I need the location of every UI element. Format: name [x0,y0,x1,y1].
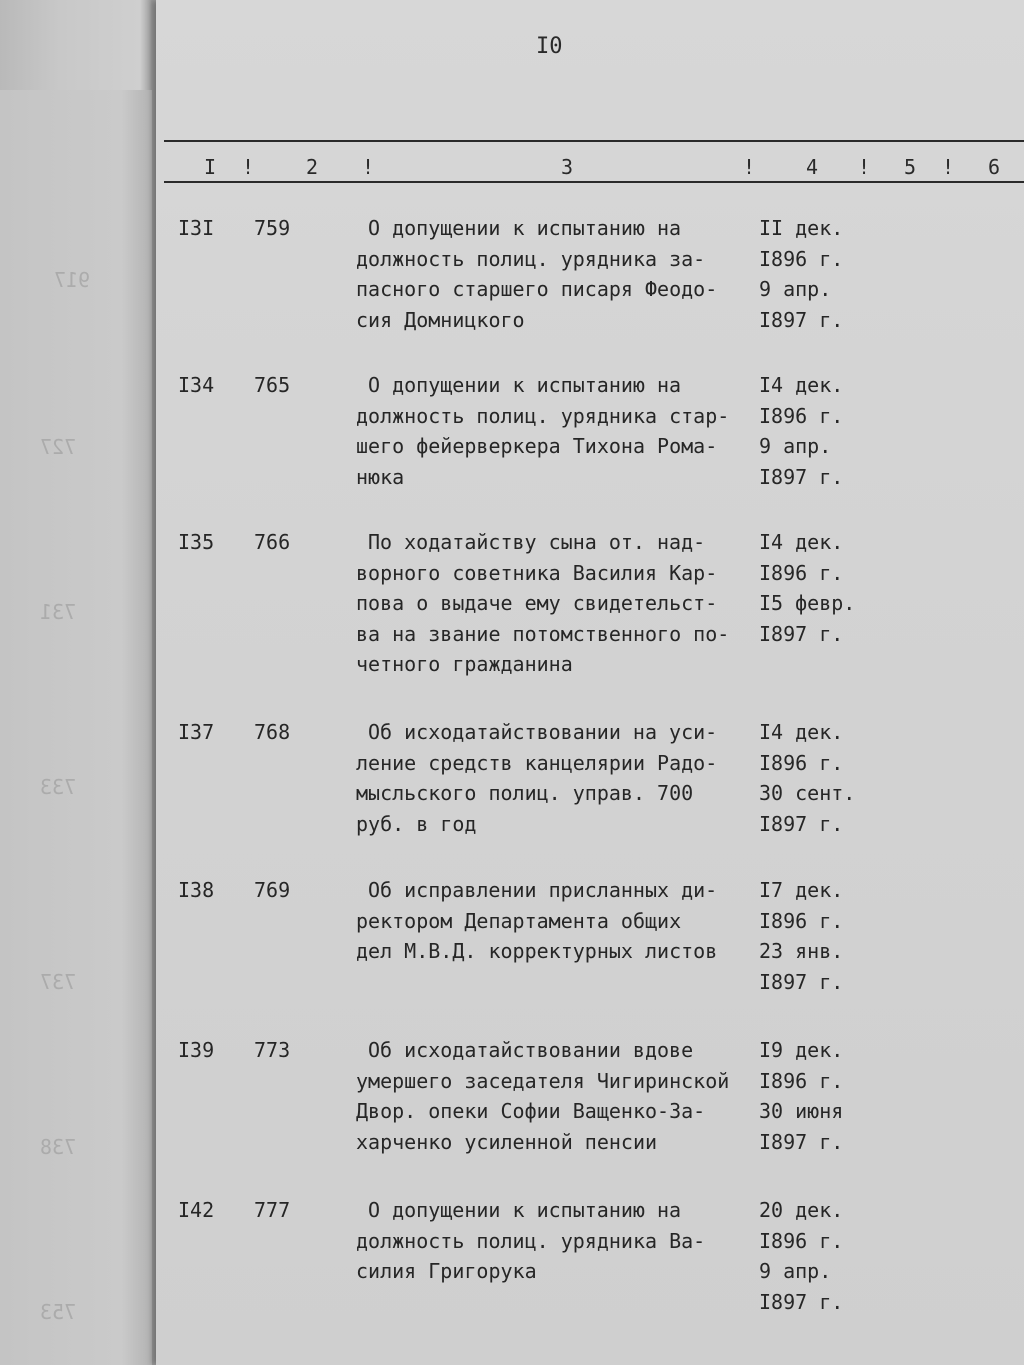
date-line: I897 г. [759,621,844,646]
date-line: I896 г. [759,246,844,271]
column-separator: ! [858,155,871,179]
date-line: I7 дек. [759,878,844,902]
entry-dates [759,213,869,335]
column-separator: ! [942,155,955,179]
entry-number: I38 [178,878,215,902]
column-separator: ! [743,155,756,179]
entry-description [356,370,762,492]
date-line: II дек. [759,216,844,240]
description-line: Об исправлении присланных ди- [368,878,718,902]
archive-inventory-page [156,0,1024,1365]
header-rule-top [164,140,1024,142]
column-header-5: 5 [904,155,917,179]
entry-description [356,527,762,680]
entry-number: I42 [178,1198,215,1222]
description-line: должность полиц. урядника за- [356,246,706,271]
description-line: ва на звание потомственного по- [356,621,730,646]
date-line: 9 апр. [759,434,832,458]
date-line: I897 г. [759,1129,844,1154]
entry-dates [759,370,869,492]
column-header-6: 6 [988,155,1001,179]
date-line: I4 дек. [759,373,844,397]
entry-description [356,717,762,839]
date-line: I897 г. [759,969,844,994]
page-number: I0 [536,34,563,59]
date-line: 9 апр. [759,1259,832,1283]
description-line: мысльского полиц. управ. 700 [356,781,694,805]
description-line: Об исходатайствовании вдове [368,1038,694,1062]
entry-number: I3I [178,216,215,240]
date-line: I897 г. [759,307,844,332]
bleed-through-mark: 727 [40,435,77,459]
description-line: шего фейерверкера Тихона Рома- [356,434,718,458]
description-line: О допущении к испытанию на [368,373,682,397]
description-line: ворного советника Василия Кар- [356,560,718,585]
entry-dates [759,527,869,649]
entry-number: I39 [178,1038,215,1062]
bleed-through-mark: 731 [40,600,77,624]
bleed-through-mark: 917 [54,268,91,292]
date-line: I897 г. [759,811,844,836]
bleed-through-mark: 733 [40,775,77,799]
entry-number: I37 [178,720,215,744]
description-line: должность полиц. урядника Ва- [356,1228,706,1253]
entry-file-number: 768 [254,720,291,744]
date-line: 30 июня [759,1099,844,1123]
date-line: I896 г. [759,1068,844,1093]
description-line: О допущении к испытанию на [368,216,682,240]
date-line: I896 г. [759,908,844,933]
entry-dates [759,1035,869,1157]
column-header-I: I [204,155,217,179]
date-line: I9 дек. [759,1038,844,1062]
date-line: I896 г. [759,1228,844,1253]
entry-file-number: 777 [254,1198,291,1222]
entry-number: I34 [178,373,215,397]
description-line: должность полиц. урядника стар- [356,403,730,428]
description-line: сия Домницкого [356,307,525,332]
date-line: 23 янв. [759,939,844,963]
header-rule-bottom [164,181,1024,183]
description-line: О допущении к испытанию на [368,1198,682,1222]
description-line: ректором Департамента общих [356,908,682,933]
description-line: Об исходатайствовании на уси- [368,720,718,744]
description-line: четного гражданина [356,652,573,676]
entry-file-number: 765 [254,373,291,397]
entry-dates [759,717,869,839]
date-line: I4 дек. [759,530,844,554]
description-line: дел М.В.Д. корректурных листов [356,939,718,963]
column-header-4: 4 [806,155,819,179]
entry-file-number: 759 [254,216,291,240]
entry-dates [759,1195,869,1317]
description-line: руб. в год [356,811,477,836]
description-line: ление средств канцелярии Радо- [356,750,718,775]
description-line: Двор. опеки Софии Ващенко-За- [356,1099,706,1123]
entry-description [356,213,762,335]
date-line: I896 г. [759,750,844,775]
description-line: силия Григорука [356,1259,537,1283]
description-line: пасного старшего писаря Феодо- [356,277,718,301]
date-line: I5 февр. [759,591,856,615]
date-line: I896 г. [759,403,844,428]
entry-description [356,875,762,967]
date-line: I4 дек. [759,720,844,744]
date-line: I896 г. [759,560,844,585]
entry-file-number: 766 [254,530,291,554]
entry-number: I35 [178,530,215,554]
bleed-through-mark: 738 [40,1135,77,1159]
bleed-through-mark: 753 [40,1300,77,1324]
description-line: пова о выдаче ему свидетельст- [356,591,718,615]
description-line: По ходатайству сына от. над- [368,530,706,554]
column-header-3: 3 [561,155,574,179]
entry-description [356,1035,762,1157]
entry-file-number: 773 [254,1038,291,1062]
description-line: умершего заседателя Чигиринской [356,1068,730,1093]
entry-file-number: 769 [254,878,291,902]
description-line: нюка [356,464,405,489]
date-line: 30 сент. [759,781,856,805]
date-line: I897 г. [759,464,844,489]
column-separator: ! [242,155,255,179]
column-separator: ! [362,155,375,179]
entry-description [356,1195,762,1287]
column-header-2: 2 [306,155,319,179]
bleed-through-mark: 737 [40,970,77,994]
date-line: 20 дек. [759,1198,844,1222]
underlying-page-edge [0,90,152,1365]
entry-dates [759,875,869,997]
description-line: харченко усиленной пенсии [356,1129,658,1154]
date-line: 9 апр. [759,277,832,301]
date-line: I897 г. [759,1289,844,1314]
